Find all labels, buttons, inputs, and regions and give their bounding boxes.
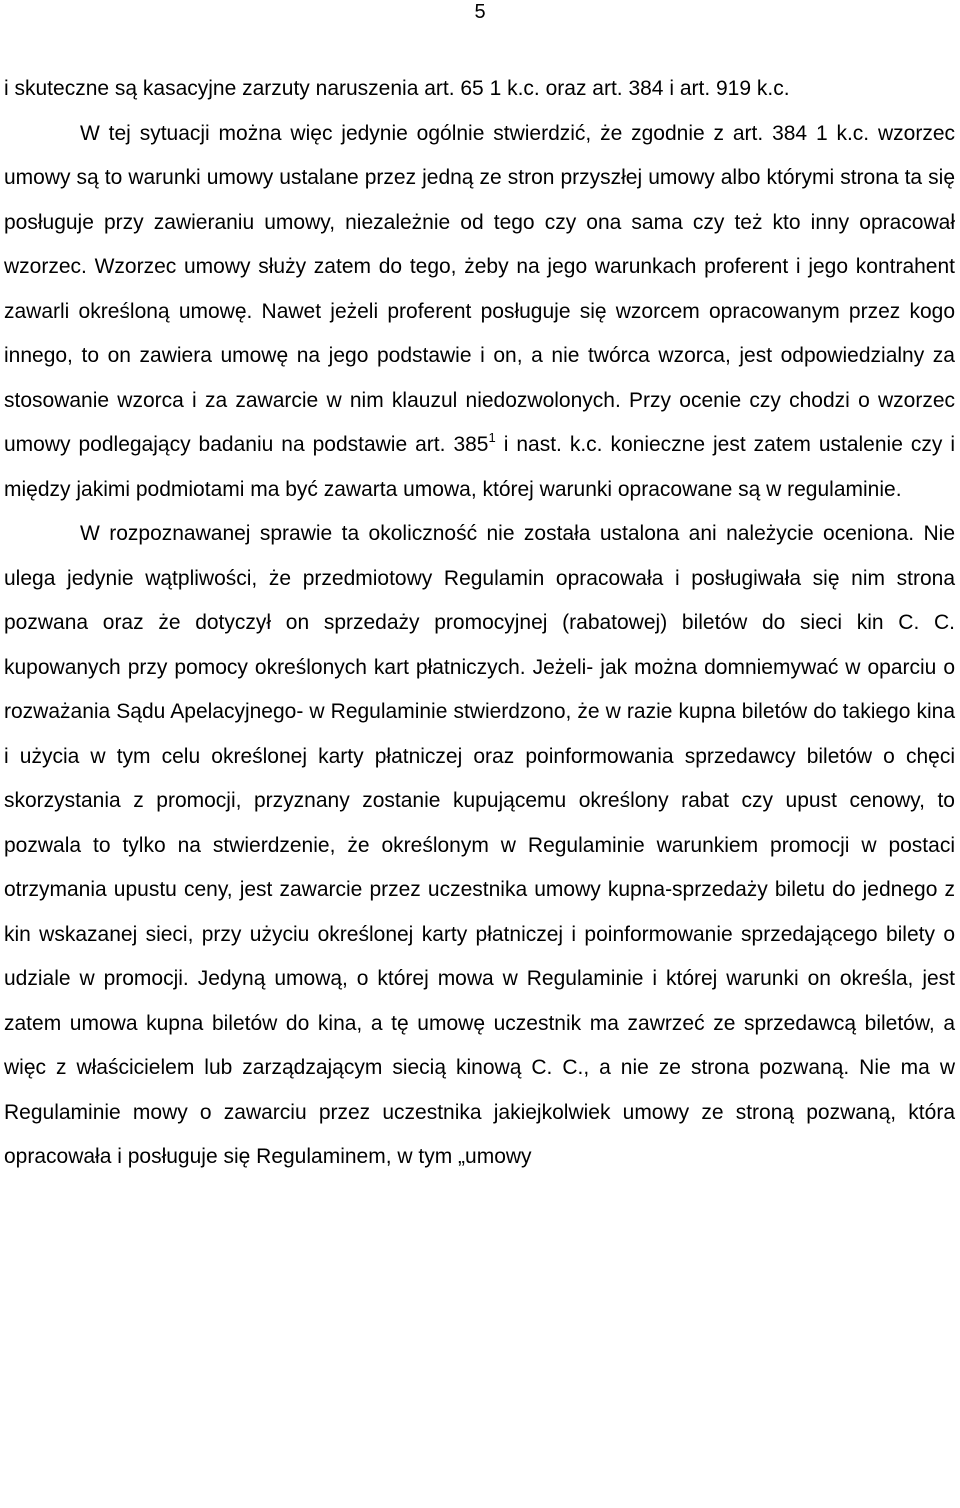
paragraph-2-continuation: i nast. k.c. konieczne jest zatem ustalenie czy i między jakimi podmiotami ma być zawarta umowa, której warunki opracowane są w regulaminie. — [4, 433, 955, 501]
document-body — [4, 67, 955, 1180]
superscript: 1 — [488, 430, 496, 445]
page-number: 5 — [474, 1, 486, 23]
paragraph-3: W rozpoznawanej sprawie ta okoliczność nie została ustalona ani należycie oceniona. Nie ulega jedynie wątpliwości, że przedmiotowy Regulamin opracowała i posługiwała się nim strona pozwana oraz że dotyczył on sprzedaży promocyjnej (rabatowej) biletów do sieci kin C. C. kupowanych przy pomocy określonych kart płatniczych. Jeżeli- jak można domniemywać w oparciu o rozważania Sądu Apelacyjnego- w Regulaminie stwierdzono, że w razie kupna biletów do takiego kina i użycia w tym celu określonej karty płatniczej oraz poinformowania sprzedawcy biletów o chęci skorzystania z promocji, przyznany zostanie kupującemu określony rabat czy upust cenowy, to pozwala to tylko na stwierdzenie, że określonym w Regulaminie warunkiem promocji w postaci otrzymania upustu ceny, jest zawarcie przez uczestnika umowy kupna-sprzedaży biletu do jednego z kin wskazanej sieci, przy użyciu określonej karty płatniczej i poinformowanie sprzedającego bilety o udziale w promocji. Jedyną umową, o której mowa w Regulaminie i której warunki on określa, jest zatem umowa kupna biletów do kina, a tę umowę uczestnik ma zawrzeć ze sprzedawcą biletów, a więc z właścicielem lub zarządzającym siecią kinową C. C., a nie ze strona pozwaną. Nie ma w Regulaminie mowy o zawarciu przez uczestnika jakiejkolwiek umowy ze stroną pozwaną, która opracowała i posługuje się Regulaminem, w tym „umowy — [4, 522, 955, 1168]
paragraph-1: i skuteczne są kasacyjne zarzuty naruszenia art. 65 1 k.c. oraz art. 384 i art. 919 k.c. — [4, 77, 790, 100]
paragraph-2-text: W tej sytuacji można więc jedynie ogólnie stwierdzić, że zgodnie z art. 384 1 k.c. wzorzec umowy są to warunki umowy ustalane przez jedną ze stron przyszłej umowy albo którymi strona ta się posługuje przy zawieraniu umowy, niezależnie od tego czy ona sama czy też kto inny opracował wzorzec. Wzorzec umowy służy zatem do tego, żeby na jego warunkach proferent i jego kontrahent zawarli określoną umowę. Nawet jeżeli proferent posługuje się wzorcem opracowanym przez kogo innego, to on zawiera umowę na jego podstawie i on, a nie twórca wzorca, jest odpowiedzialny za stosowanie wzorca i za zawarcie w nim klauzul niedozwolonych. Przy ocenie czy chodzi o wzorzec umowy podlegający badaniu na podstawie art. 385 — [4, 121, 955, 456]
paragraph-2 — [4, 112, 955, 513]
